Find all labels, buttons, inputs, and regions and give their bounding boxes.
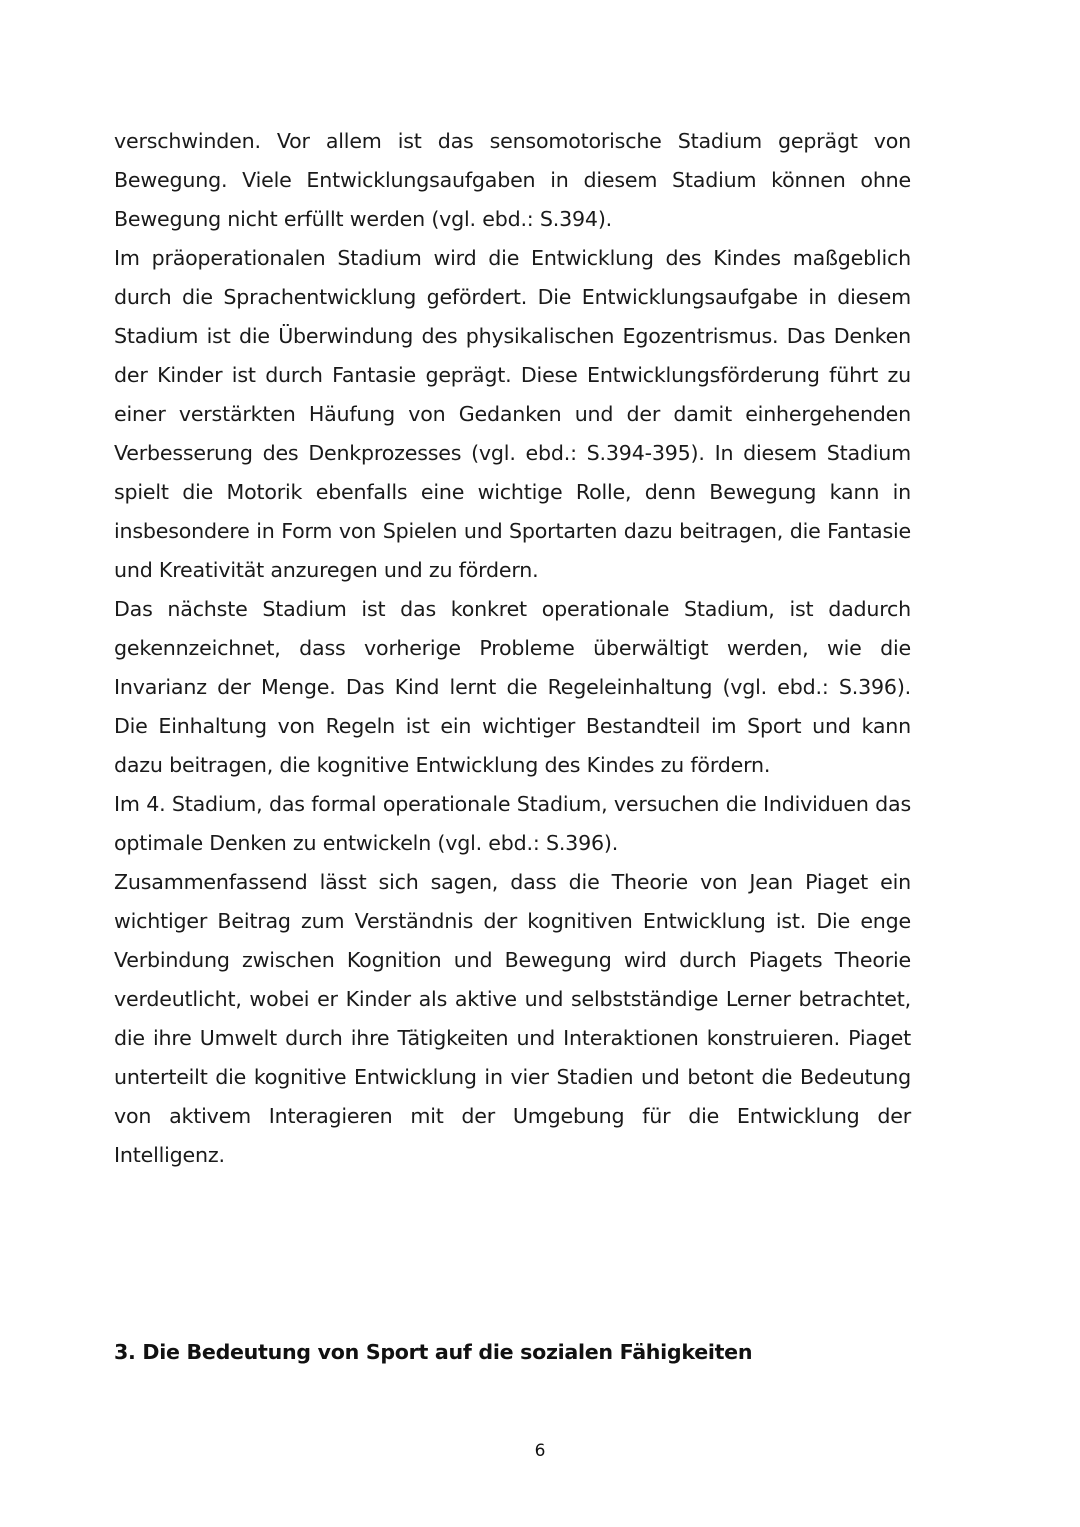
paragraph-sensomotor-end: verschwinden. Vor allem ist das sensomotorische Stadium geprägt von Bewegung. Viele Entwicklungsaufgaben in diesem Stadium können ohne Bewegung nicht erfüllt werden (vgl. ebd.: S.394).	[114, 129, 911, 231]
paragraph-konkret-operational: Das nächste Stadium ist das konkret operationale Stadium, ist dadurch gekennzeichnet, dass vorherige Probleme überwältigt werden, wie die Invarianz der Menge. Das Kind lernt die Regeleinhaltung (vgl. ebd.: S.396). Die Einhaltung von Regeln ist ein wichtiger Bestandteil im Sport und kann dazu beitragen, die kognitive Entwicklung des Kindes zu fördern.	[114, 597, 911, 777]
page-number: 6	[534, 1441, 546, 1461]
paragraph-formal-operational: Im 4. Stadium, das formal operationale Stadium, versuchen die Individuen das optimale Denken zu entwickeln (vgl. ebd.: S.396).	[114, 792, 911, 855]
body-text	[114, 122, 911, 1175]
paragraph-zusammenfassung: Zusammenfassend lässt sich sagen, dass die Theorie von Jean Piaget ein wichtiger Beitrag zum Verständnis der kognitiven Entwicklung ist. Die enge Verbindung zwischen Kognition und Bewegung wird durch Piagets Theorie verdeutlicht, wobei er Kinder als aktive und selbstständige Lerner betrachtet, die ihre Umwelt durch ihre Tätigkeiten und Interaktionen konstruieren. Piaget unterteilt die kognitive Entwicklung in vier Stadien und betont die Bedeutung von aktivem Interagieren mit der Umgebung für die Entwicklung der Intelligenz.	[114, 870, 911, 1167]
section-heading: 3. Die Bedeutung von Sport auf die sozialen Fähigkeiten	[114, 1340, 753, 1364]
paragraph-praeoperational: Im präoperationalen Stadium wird die Entwicklung des Kindes maßgeblich durch die Sprachentwicklung gefördert. Die Entwicklungsaufgabe in diesem Stadium ist die Überwindung des physikalischen Egozentrismus. Das Denken der Kinder ist durch Fantasie geprägt. Diese Entwicklungsförderung führt zu einer verstärkten Häufung von Gedanken und der damit einhergehenden Verbesserung des Denkprozesses (vgl. ebd.: S.394-395). In diesem Stadium spielt die Motorik ebenfalls eine wichtige Rolle, denn Bewegung kann in insbesondere in Form von Spielen und Sportarten dazu beitragen, die Fantasie und Kreativität anzuregen und zu fördern.	[114, 246, 911, 582]
